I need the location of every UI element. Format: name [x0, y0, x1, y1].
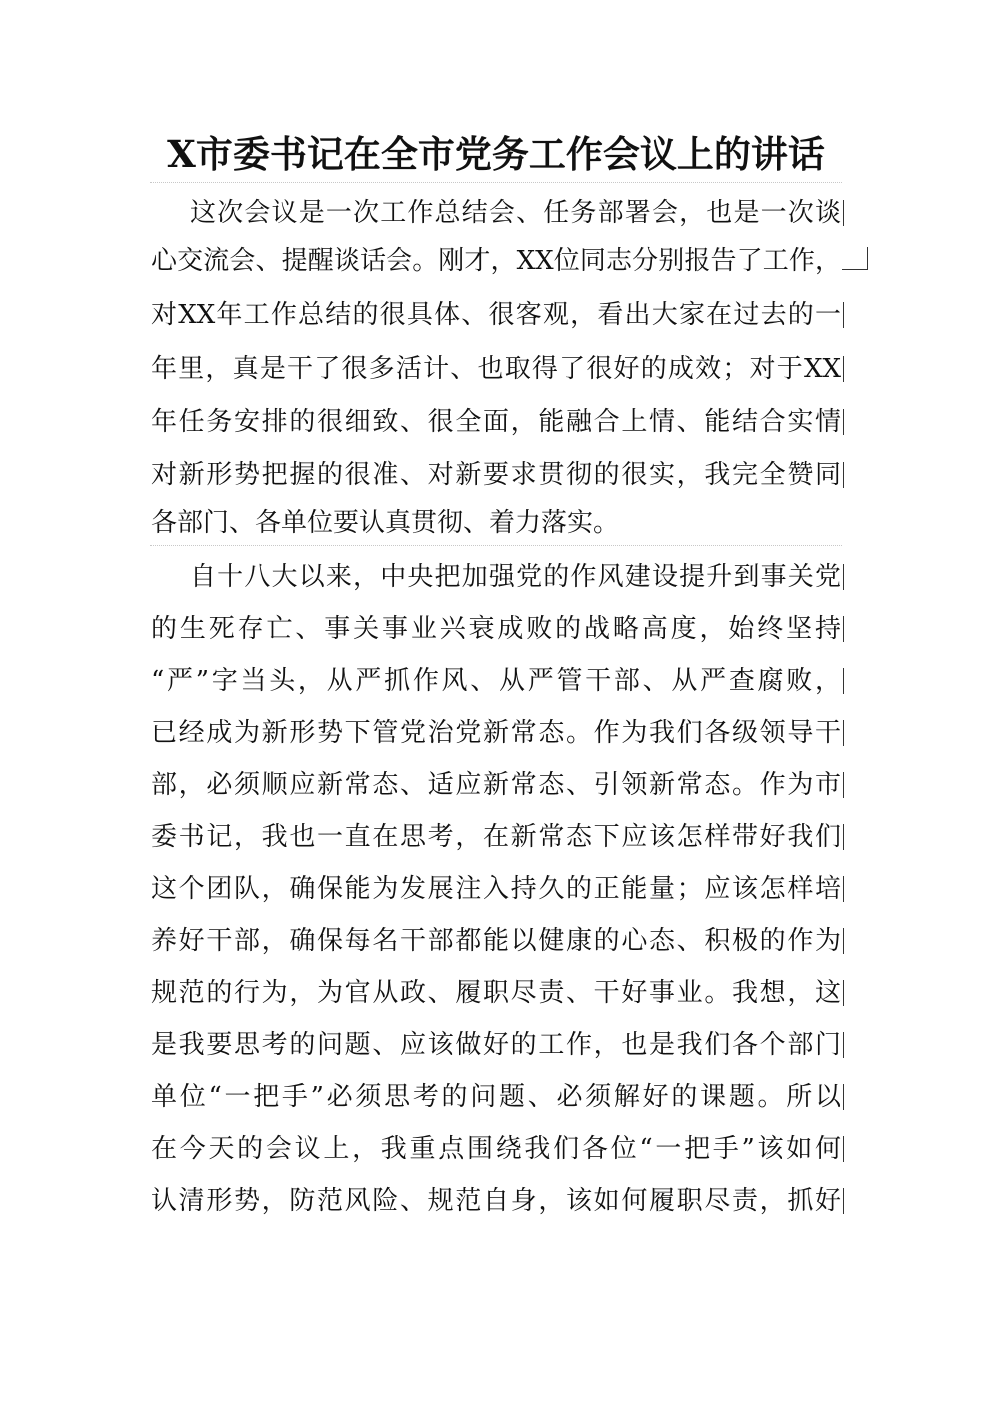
paragraph-2-line-3: “严”字当头，从严抓作风、从严管干部、从严查腐败，: [151, 666, 841, 696]
margin-mark: [843, 980, 844, 1006]
paragraph-1-line-4: 年里，真是干了很多活计、也取得了很好的成效；对于XX: [151, 354, 841, 384]
margin-mark: [843, 824, 844, 850]
paragraph-2-line-8: 养好干部，确保每名干部都能以健康的心态、积极的作为: [151, 926, 841, 956]
margin-mark: [843, 1032, 844, 1058]
margin-mark: [843, 928, 844, 954]
paragraph-1-line-2: 心交流会、提醒谈话会。刚才，XX位同志分别报告了工作，: [151, 246, 841, 276]
margin-mark: [843, 564, 844, 590]
margin-mark: [843, 668, 844, 694]
margin-mark: [843, 409, 844, 435]
margin-mark: [843, 1136, 844, 1162]
paragraph-2-line-10: 是我要思考的问题、应该做好的工作，也是我们各个部门: [151, 1030, 841, 1060]
margin-mark: [843, 1084, 844, 1110]
paragraph-1-line-1: 这次会议是一次工作总结会、任务部署会，也是一次谈: [190, 198, 841, 228]
paragraph-1-line-5: 年任务安排的很细致、很全面，能融合上情、能结合实情: [151, 407, 841, 437]
margin-mark: [843, 462, 844, 488]
margin-mark: [843, 616, 844, 642]
margin-mark: [843, 1188, 844, 1214]
margin-mark: [843, 772, 844, 798]
paragraph-2-line-11: 单位“一把手”必须思考的问题、必须解好的课题。所以: [151, 1082, 841, 1112]
paragraph-2-line-6: 委书记，我也一直在思考，在新常态下应该怎样带好我们: [151, 822, 841, 852]
margin-mark: [843, 356, 844, 382]
margin-mark: [843, 302, 844, 328]
paragraph-2-line-9: 规范的行为，为官从政、履职尽责、干好事业。我想，这: [151, 978, 841, 1008]
paragraph-1-line-6: 对新形势把握的很准、对新要求贯彻的很实，我完全赞同: [151, 460, 841, 490]
paragraph-2-line-2: 的生死存亡、事关事业兴衰成败的战略高度，始终坚持: [151, 614, 841, 644]
paragraph-2-line-7: 这个团队，确保能为发展注入持久的正能量；应该怎样培: [151, 874, 841, 904]
paragraph-2-line-13: 认清形势，防范风险、规范自身，该如何履职尽责，抓好: [151, 1186, 841, 1216]
paragraph-1-line-7: 各部门、各单位要认真贯彻、着力落实。: [151, 508, 620, 538]
paragraph-2-line-4: 已经成为新形势下管党治党新常态。作为我们各级领导干: [151, 718, 841, 748]
paragraph-2-line-5: 部，必须顺应新常态、适应新常态、引领新常态。作为市: [151, 770, 841, 800]
margin-mark: [843, 720, 844, 746]
paragraph-2-line-12: 在今天的会议上，我重点围绕我们各位“一把手”该如何: [151, 1134, 841, 1164]
title-divider: [150, 182, 842, 183]
paragraph-divider: [150, 545, 842, 546]
document-title: X市委书记在全市党务工作会议上的讲话: [167, 132, 825, 176]
paragraph-1-line-3: 对XX年工作总结的很具体、很客观，看出大家在过去的一: [151, 300, 841, 330]
margin-mark: [843, 200, 844, 226]
margin-corner-mark: [842, 247, 868, 271]
margin-mark: [843, 876, 844, 902]
paragraph-2-line-1: 自十八大以来，中央把加强党的作风建设提升到事关党: [190, 562, 841, 592]
